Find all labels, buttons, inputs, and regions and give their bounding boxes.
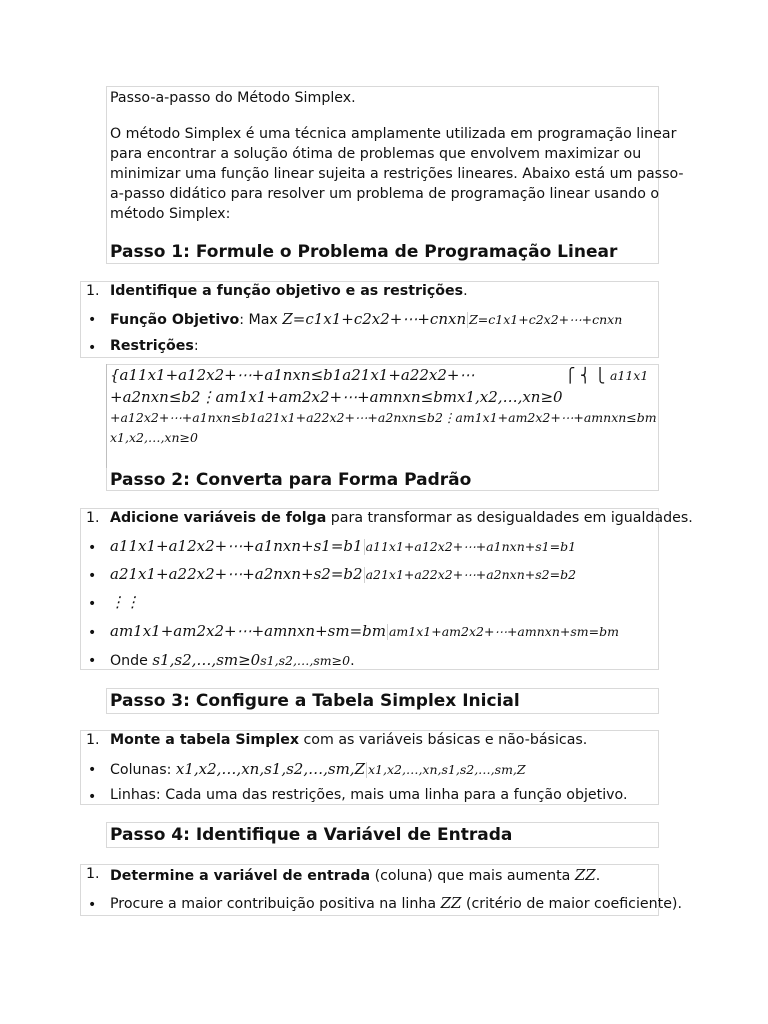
onde-alt: s1,s2,…,sm≥0 [260, 653, 351, 668]
equation-4-alt: am1x1+am2x2+⋯+amnxn+sm=bm [388, 624, 619, 639]
bullet-icon: • [88, 312, 97, 328]
system-line-1 [110, 366, 648, 384]
rows-text: Linhas: Cada uma das restrições, mais uma linha para a função objetivo. [110, 787, 628, 803]
vertical-dots: ⋮⋮ [110, 593, 140, 611]
system-line-3: x1,x2,…,xn≥0 [110, 430, 198, 445]
equation-1-alt: a11x1+a12x2+⋯+a1nxn+s1=b1 [365, 539, 577, 554]
objective-math-alt: Z=c1x1+c2x2+⋯+cnxn [469, 312, 623, 327]
step4-bullet-math: ZZ [440, 894, 462, 912]
step3-num: 1. [86, 732, 100, 748]
step4-item1 [110, 866, 600, 884]
step3-item1 [110, 732, 587, 748]
step1-item1-end: . [463, 283, 468, 299]
restrictions-label-row [110, 338, 199, 354]
bullet-icon: • [88, 789, 97, 805]
restrictions-colon: : [193, 338, 199, 354]
intro-paragraph [110, 124, 684, 224]
step1-num: 1. [86, 283, 100, 299]
system-left-border [106, 364, 107, 468]
step1-item1-bold: Identifique a função objetivo e as restrições [110, 283, 464, 299]
objective-function [110, 310, 622, 328]
onde-math: s1,s2,…,sm≥0 [152, 651, 261, 669]
step3-item1-rest: com as variáveis básicas e não-básicas. [299, 732, 588, 748]
step4-bullet-row [110, 894, 682, 912]
equation-3 [110, 593, 140, 611]
bullet-icon: • [88, 897, 97, 913]
step4-item1-end: . [595, 868, 601, 884]
intro-line-3: minimizar uma função linear sujeita a restrições lineares. Abaixo está um passo- [110, 166, 684, 182]
system-line-2-alt: +a12x2+⋯+a1nxn≤b1a21x1+a22x2+⋯+a2nxn≤b2⋮am1x1+am2x2+⋯+amnxn≤bm [110, 410, 657, 425]
objective-text: : Max [239, 312, 283, 328]
step4-bullet-text2: (critério de maior coeficiente). [461, 896, 682, 912]
system-line-1-tail: a11x1 [609, 368, 649, 383]
step4-heading: Passo 4: Identifique a Variável de Entrada [110, 825, 513, 845]
step3-heading: Passo 3: Configure a Tabela Simplex Inicial [110, 691, 520, 711]
system-line-2-math: +a2nxn≤b2⋮am1x1+am2x2+⋯+amnxn≤bmx1,x2,…,xn≥0 [110, 388, 563, 406]
onde-end: . [350, 653, 355, 669]
equation-4 [110, 622, 619, 640]
bullet-icon: • [88, 762, 97, 778]
step4-item1-rest: (coluna) que mais aumenta [370, 868, 575, 884]
system-line-2-alt-row [110, 410, 657, 426]
equation-2 [110, 565, 576, 583]
intro-line-5: método Simplex: [110, 206, 231, 222]
step3-item1-bold: Monte a tabela Simplex [110, 732, 299, 748]
step2-item1 [110, 510, 693, 526]
bullet-icon: • [88, 653, 97, 669]
columns-label: Colunas: [110, 762, 176, 778]
step2-list-box [80, 508, 659, 670]
onde-row [110, 651, 355, 669]
bullet-icon: • [88, 340, 97, 356]
bullet-icon: • [88, 540, 97, 556]
equation-4-math: am1x1+am2x2+⋯+amnxn+sm=bm [110, 622, 386, 640]
equation-1 [110, 537, 576, 555]
step4-num: 1. [86, 866, 100, 882]
objective-label: Função Objetivo [110, 312, 240, 328]
columns-alt: x1,x2,…,xn,s1,s2,…,sm,Z [368, 762, 526, 777]
bullet-icon: • [88, 625, 97, 641]
step2-num: 1. [86, 510, 100, 526]
bullet-icon: • [88, 596, 97, 612]
brace-icon: ⎧ ⎨ ⎩ [565, 368, 606, 384]
step4-item1-math: ZZ [574, 866, 596, 884]
step4-bullet-text1: Procure a maior contribuição positiva na linha [110, 896, 441, 912]
step2-heading: Passo 2: Converta para Forma Padrão [110, 470, 472, 490]
objective-math: Z=c1x1+c2x2+⋯+cnxn [282, 310, 467, 328]
columns-math: x1,x2,…,xn,s1,s2,…,sm,Z [175, 760, 365, 778]
step4-item1-bold: Determine a variável de entrada [110, 868, 371, 884]
system-line-3-row [110, 430, 198, 446]
intro-line-4: a-passo didático para resolver um problema de programação linear usando o [110, 186, 660, 202]
system-line-1-math: {a11x1+a12x2+⋯+a1nxn≤b1a21x1+a22x2+⋯ [110, 366, 475, 384]
intro-title: Passo-a-passo do Método Simplex. [110, 90, 356, 106]
step2-item1-rest: para transformar as desigualdades em igualdades. [326, 510, 693, 526]
step1-heading: Passo 1: Formule o Problema de Programação Linear [110, 242, 618, 262]
onde-label: Onde [110, 653, 153, 669]
step1-item1 [110, 283, 468, 299]
equation-2-math: a21x1+a22x2+⋯+a2nxn+s2=b2 [110, 565, 363, 583]
equation-2-alt: a21x1+a22x2+⋯+a2nxn+s2=b2 [365, 567, 577, 582]
bullet-icon: • [88, 568, 97, 584]
step2-item1-bold: Adicione variáveis de folga [110, 510, 327, 526]
columns-row [110, 760, 526, 778]
equation-1-math: a11x1+a12x2+⋯+a1nxn+s1=b1 [110, 537, 363, 555]
system-line-2 [110, 388, 563, 406]
intro-line-1: O método Simplex é uma técnica amplamente utilizada em programação linear [110, 126, 677, 142]
intro-line-2: para encontrar a solução ótima de problemas que envolvem maximizar ou [110, 146, 642, 162]
restrictions-label: Restrições [110, 338, 194, 354]
